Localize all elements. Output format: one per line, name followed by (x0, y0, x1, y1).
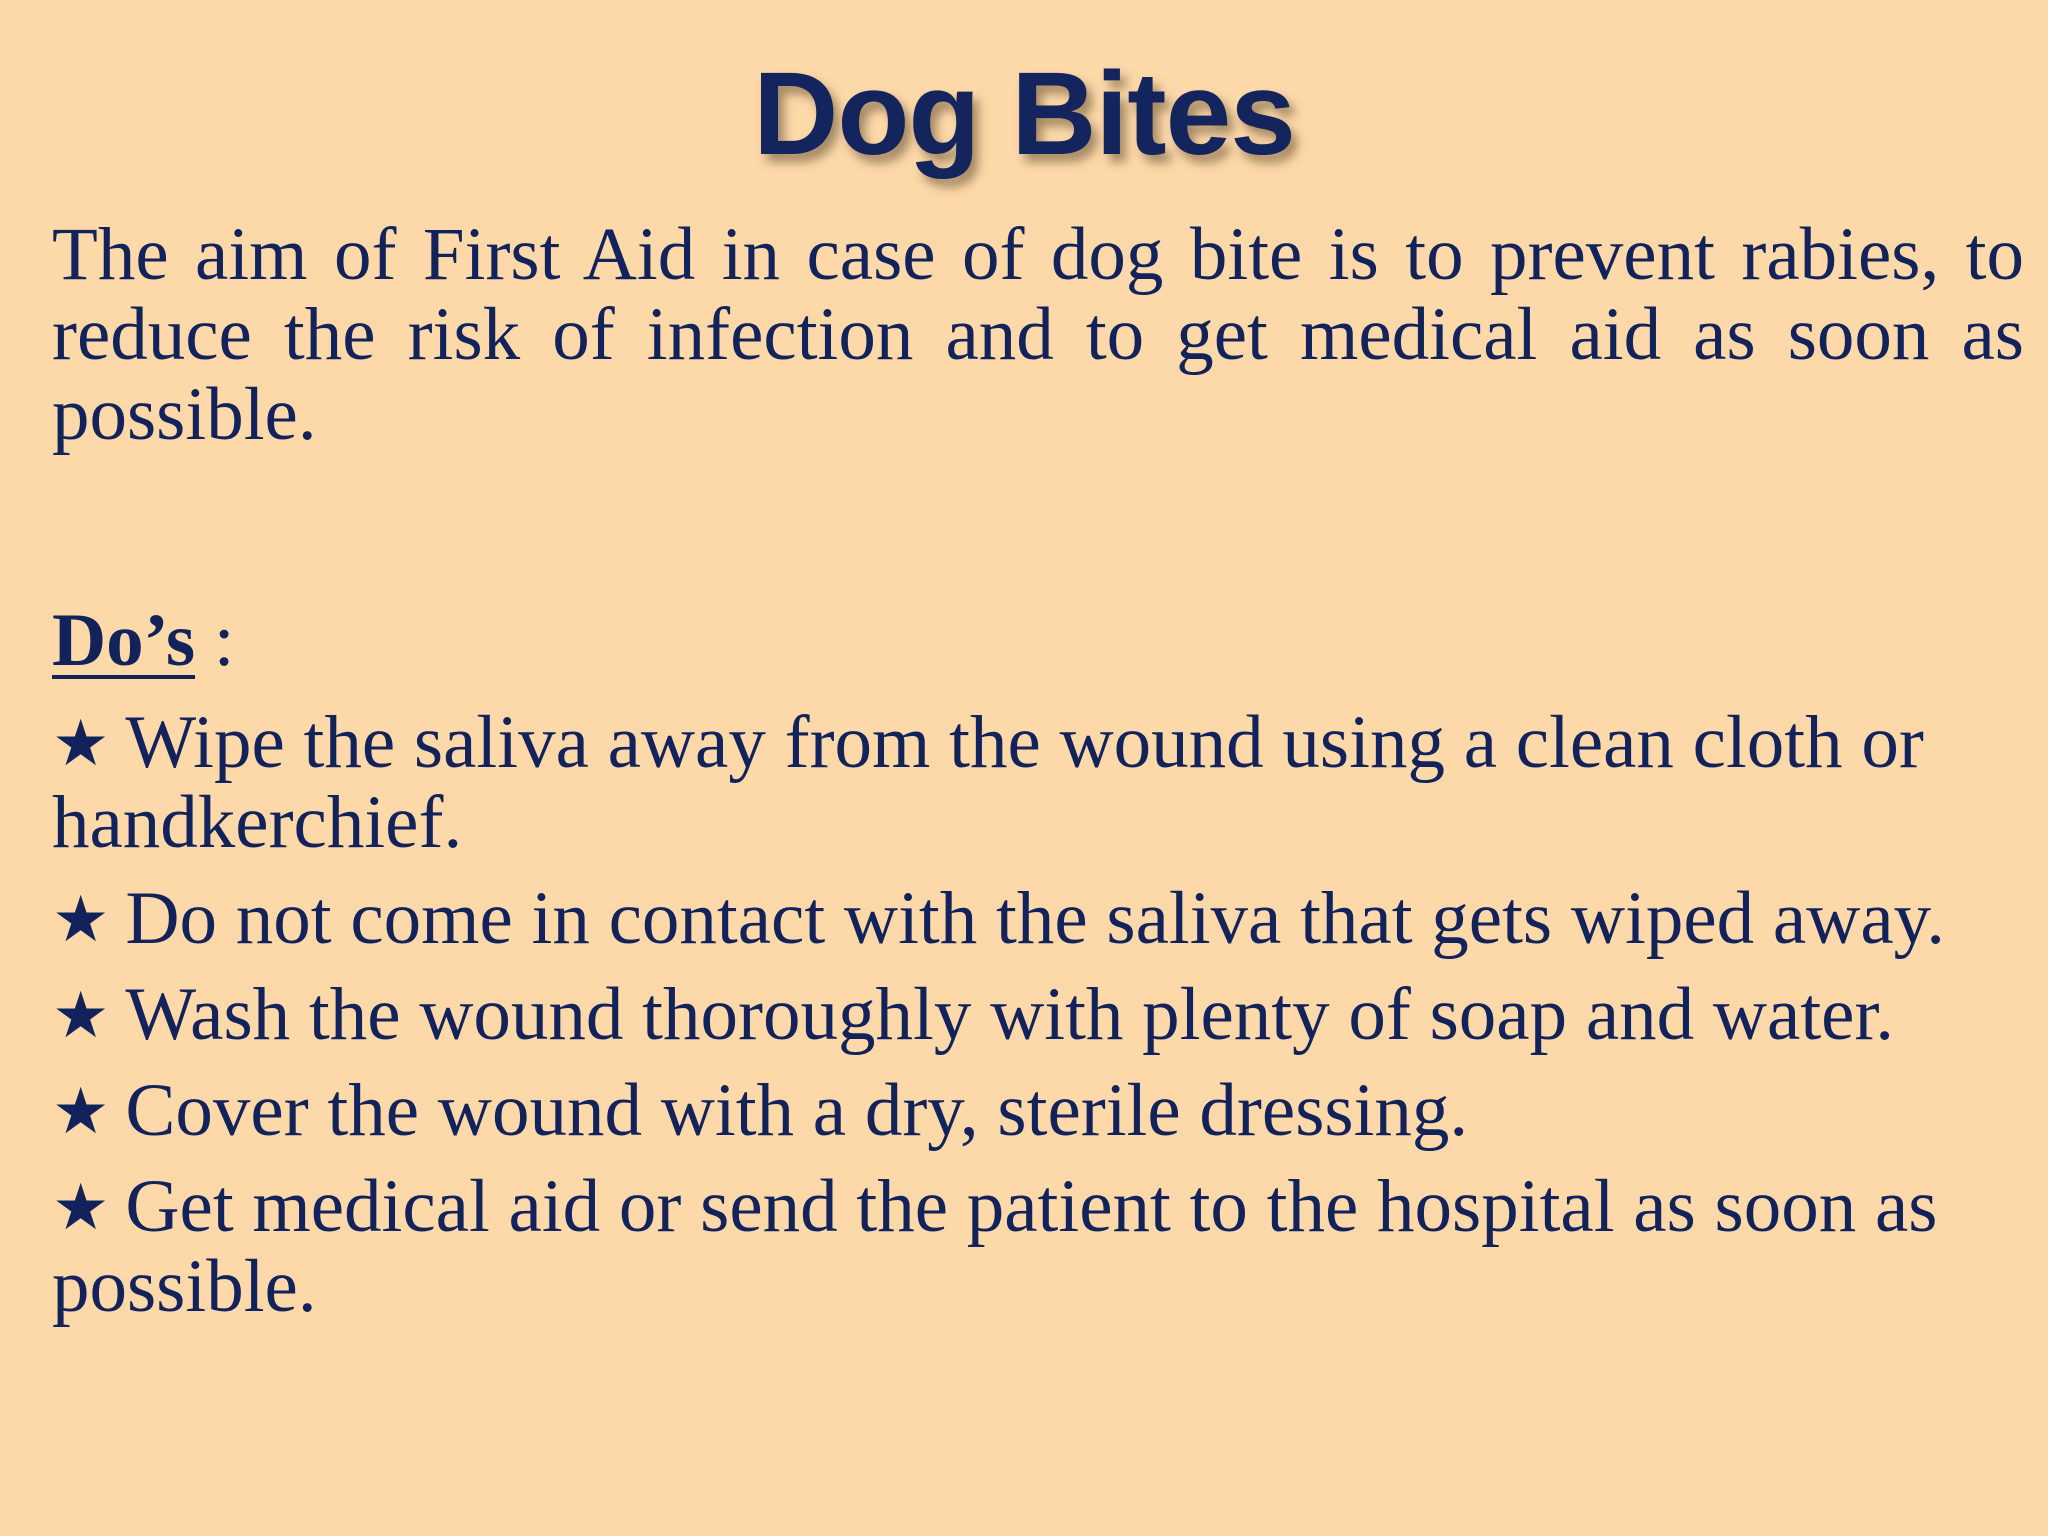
list-item-text: Wipe the saliva away from the wound using a clean cloth or handkerchief. (52, 701, 1924, 864)
list-item (52, 975, 2024, 1055)
list-item-text: Do not come in contact with the saliva that gets wiped away. (125, 877, 1946, 960)
star-icon: ★ (52, 1075, 110, 1149)
list-item-text: Wash the wound thoroughly with plenty of soap and water. (125, 973, 1895, 1056)
dos-suffix: : (195, 599, 235, 682)
slide-title: Dog Bites (753, 48, 1295, 180)
star-icon: ★ (52, 707, 110, 781)
star-icon: ★ (52, 1171, 110, 1245)
list-item (52, 1167, 2024, 1327)
intro-paragraph: The aim of First Aid in case of dog bite is to prevent rabies, to reduce the risk of infection and to get medical aid as soon as possible. (52, 213, 2024, 456)
star-icon: ★ (52, 979, 110, 1053)
list-item-text: Get medical aid or send the patient to the hospital as soon as possible. (52, 1165, 1938, 1328)
dos-list (52, 703, 2024, 1327)
slide-content (52, 215, 2024, 1327)
list-item (52, 703, 2024, 863)
list-item (52, 1071, 2024, 1151)
dos-heading (52, 601, 2024, 681)
star-icon: ★ (52, 883, 110, 957)
list-item-text: Cover the wound with a dry, sterile dressing. (125, 1069, 1469, 1152)
dos-label: Do’s (52, 599, 196, 682)
list-item (52, 879, 2024, 959)
